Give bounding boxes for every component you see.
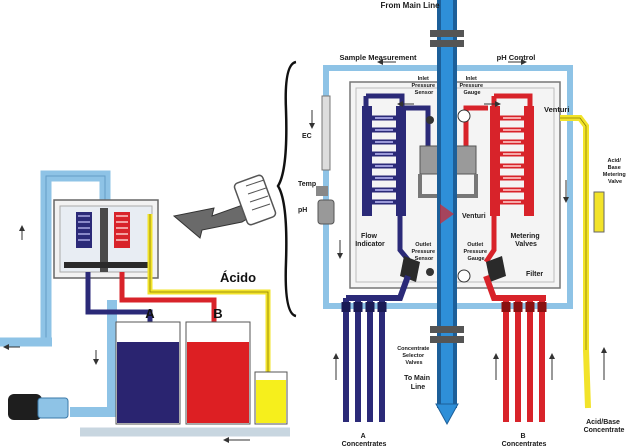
tank-b-label: B	[213, 306, 223, 321]
b-concentrates-label: B Concentrates	[501, 433, 547, 447]
concentrate-lines-b	[486, 276, 546, 422]
ec-label: EC	[302, 133, 312, 140]
overview-manifold-b	[114, 212, 130, 248]
tank-a-label: A	[145, 306, 155, 321]
ec-sensor	[322, 96, 330, 170]
acid-base-metering-valve	[594, 192, 604, 232]
inlet-pressure-gauge-label: Inlet Pressure Gauge	[459, 76, 484, 96]
metering-valves-label: Metering Valves	[510, 233, 540, 248]
outlet-pressure-gauge	[458, 270, 470, 282]
ph-label: pH	[298, 207, 308, 214]
sample-measurement-label: Sample Measurement	[339, 53, 417, 62]
inlet-pressure-sensor-label: Inlet Pressure Sensor	[411, 76, 436, 96]
curly-brace	[278, 62, 296, 316]
zoom-arrow	[174, 174, 277, 238]
flow-indicator-label: Flow Indicator	[355, 233, 385, 248]
inlet-pressure-sensor	[426, 116, 434, 124]
ph-control-label: pH Control	[496, 53, 536, 62]
acid-base-concentrate-label: Acid/Base Concentrate	[583, 419, 625, 434]
outlet-pressure-sensor	[426, 268, 434, 276]
detail-system	[312, 0, 604, 424]
acid-label: Ácido	[219, 270, 257, 285]
pump	[8, 394, 68, 420]
acid-base-metering-valve-label: Acid/ Base Metering Valve	[602, 158, 626, 185]
outlet-pressure-sensor-label: Outlet Pressure Sensor	[411, 242, 436, 262]
main-line-pipe	[440, 0, 454, 408]
temp-label: Temp	[298, 181, 317, 188]
temp-ph-sensors	[316, 186, 334, 224]
main-line-arrow	[436, 404, 458, 424]
to-main-line-label: To Main Line	[404, 375, 430, 391]
venturi-center-label: Venturi	[462, 213, 486, 220]
filter-label: Filter	[526, 271, 544, 278]
inlet-pressure-gauge	[458, 110, 470, 122]
overview-manifold-a	[76, 212, 92, 248]
tank-b	[186, 306, 250, 424]
venturi-right-label: Venturi	[544, 105, 570, 114]
tank-acid	[255, 372, 287, 424]
tank-a	[116, 306, 180, 424]
outlet-pressure-gauge-label: Outlet Pressure Gauge	[463, 242, 488, 262]
overview-bottom-pipe	[70, 300, 112, 412]
concentrate-selector-valves-label: Concentrate Selector Valves	[397, 346, 430, 366]
overview-line-a	[88, 272, 150, 322]
a-concentrates-label: A Concentrates	[341, 433, 387, 447]
acid-base-line	[560, 118, 588, 408]
from-main-line-label: From Main Line	[380, 1, 440, 10]
